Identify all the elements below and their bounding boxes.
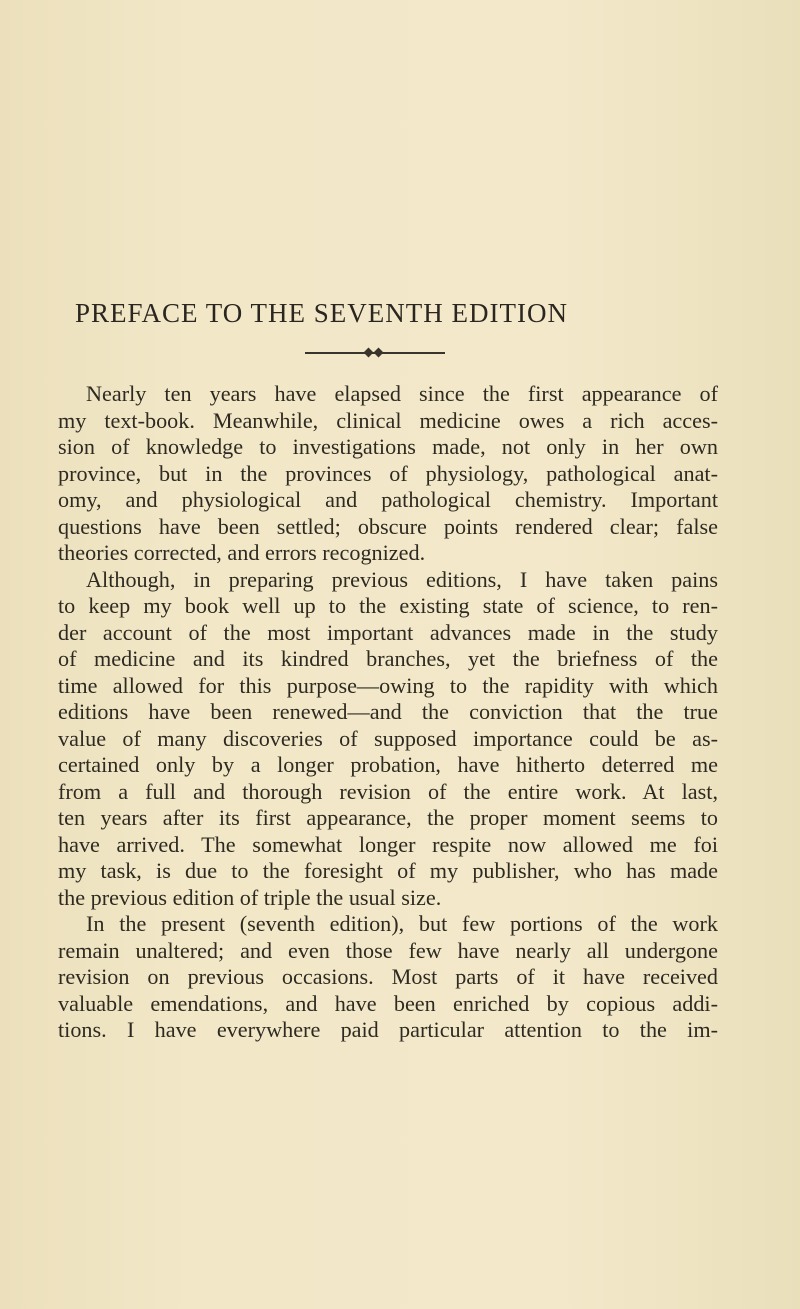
text-line: questions have been settled; obscure points rendered clear; false xyxy=(58,513,718,539)
text-line: ten years after its first appearance, the proper moment seems to xyxy=(58,805,718,830)
text-line: from a full and thorough revision of the entire work. At last, xyxy=(58,778,718,804)
text-line: to keep my book well up to the existing state of science, to ren- xyxy=(58,593,718,618)
ornament-diamond xyxy=(374,348,384,358)
text-line: tions. I have everywhere paid particular attention to the im- xyxy=(58,1017,718,1042)
ornament-diamond xyxy=(364,348,374,358)
text-line: my text-book. Meanwhile, clinical medicine owes a rich acces- xyxy=(58,407,718,433)
text-line: of medicine and its kindred branches, yet the briefness of the xyxy=(58,646,718,671)
text-line: the previous edition of triple the usual size. xyxy=(58,884,442,910)
text-line: der account of the most important advances made in the study xyxy=(58,619,718,645)
text-line: value of many discoveries of supposed importance could be as- xyxy=(58,725,718,751)
text-line: time allowed for this purpose—owing to the rapidity with which xyxy=(58,672,718,698)
text-line: editions have been renewed—and the conviction that the true xyxy=(58,699,718,724)
text-line: valuable emendations, and have been enriched by copious addi- xyxy=(58,990,718,1016)
title-ornament xyxy=(305,352,445,354)
text-line: Although, in preparing previous editions, I have taken pains xyxy=(86,566,718,592)
text-line: sion of knowledge to investigations made, not only in her own xyxy=(58,434,718,459)
page-title: PREFACE TO THE SEVENTH EDITION xyxy=(75,298,568,328)
text-line: remain unaltered; and even those few have nearly all undergone xyxy=(58,937,718,963)
text-line: have arrived. The somewhat longer respite now allowed me foi xyxy=(58,831,718,857)
text-line: revision on previous occasions. Most parts of it have received xyxy=(58,964,718,989)
preface-text xyxy=(58,381,718,1044)
text-line: province, but in the provinces of physiology, pathological anat- xyxy=(58,460,718,486)
text-line: my task, is due to the foresight of my publisher, who has made xyxy=(58,858,718,883)
text-line: Nearly ten years have elapsed since the first appearance of xyxy=(86,381,718,406)
text-line: omy, and physiological and pathological chemistry. Important xyxy=(58,487,718,512)
text-line: theories corrected, and errors recognized. xyxy=(58,540,426,565)
text-line: certained only by a longer probation, have hitherto deterred me xyxy=(58,752,718,777)
text-line: In the present (seventh edition), but few portions of the work xyxy=(86,911,718,936)
